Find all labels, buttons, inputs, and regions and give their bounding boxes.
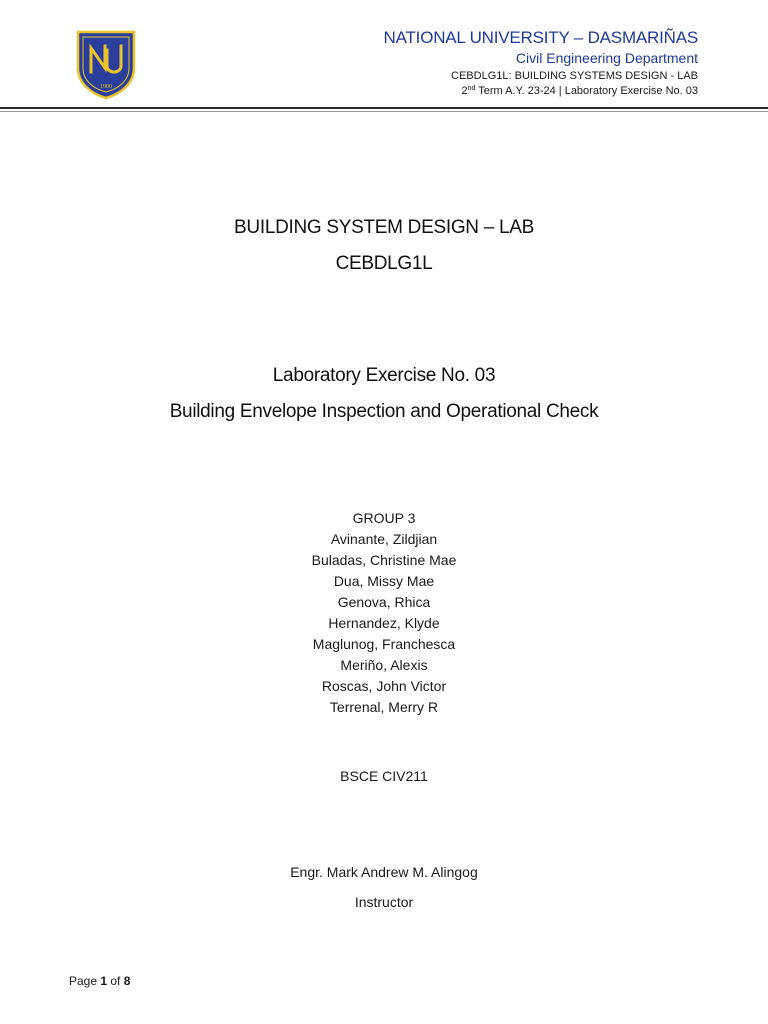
group-member: Avinante, Zildjian	[330, 531, 438, 547]
department-name: Civil Engineering Department	[515, 50, 698, 66]
group-member: Genova, Rhica	[337, 594, 431, 610]
group-member: Buladas, Christine Mae	[311, 552, 457, 568]
group-member: Terrenal, Merry R	[329, 699, 439, 715]
course-code: CEBDLG1L	[335, 253, 433, 274]
group-member: Meriño, Alexis	[340, 657, 428, 673]
university-logo	[74, 28, 138, 100]
group-block	[0, 508, 768, 718]
group-name: GROUP 3	[352, 510, 416, 526]
logo-year: 1900	[100, 84, 112, 90]
term-rest: Term A.Y. 23-24 | Laboratory Exercise No. 03	[475, 85, 698, 97]
group-member: Roscas, John Victor	[321, 678, 447, 694]
header-rule-thin	[0, 111, 768, 112]
exercise-number: Laboratory Exercise No. 03	[272, 365, 496, 386]
page-number: 1	[100, 974, 108, 988]
exercise-title: Building Envelope Inspection and Operational Check	[169, 401, 599, 422]
of-label: of	[107, 974, 124, 988]
section-block	[0, 766, 768, 787]
term-line	[384, 84, 698, 99]
instructor-role: Instructor	[354, 894, 414, 910]
term-ordinal: 2	[461, 85, 468, 97]
total-pages: 8	[123, 974, 131, 988]
university-name: NATIONAL UNIVERSITY – DASMARIÑAS	[383, 28, 698, 47]
group-member: Dua, Missy Mae	[333, 573, 435, 589]
header-rule	[0, 107, 768, 109]
instructor-name: Engr. Mark Andrew M. Alingog	[290, 864, 478, 880]
group-member: Maglunog, Franchesca	[312, 636, 456, 652]
page-footer	[69, 974, 130, 988]
exercise-block	[0, 364, 768, 424]
document-header	[384, 28, 698, 99]
instructor-block	[0, 862, 768, 913]
group-member: Hernandez, Klyde	[328, 615, 440, 631]
title-block	[0, 216, 768, 276]
term-ordinal-suffix: nd	[467, 85, 476, 92]
page-label: Page	[69, 974, 101, 988]
document-title: BUILDING SYSTEM DESIGN – LAB	[234, 217, 534, 238]
course-line: CEBDLG1L: BUILDING SYSTEMS DESIGN - LAB	[451, 70, 698, 82]
section-code: BSCE CIV211	[340, 768, 428, 784]
